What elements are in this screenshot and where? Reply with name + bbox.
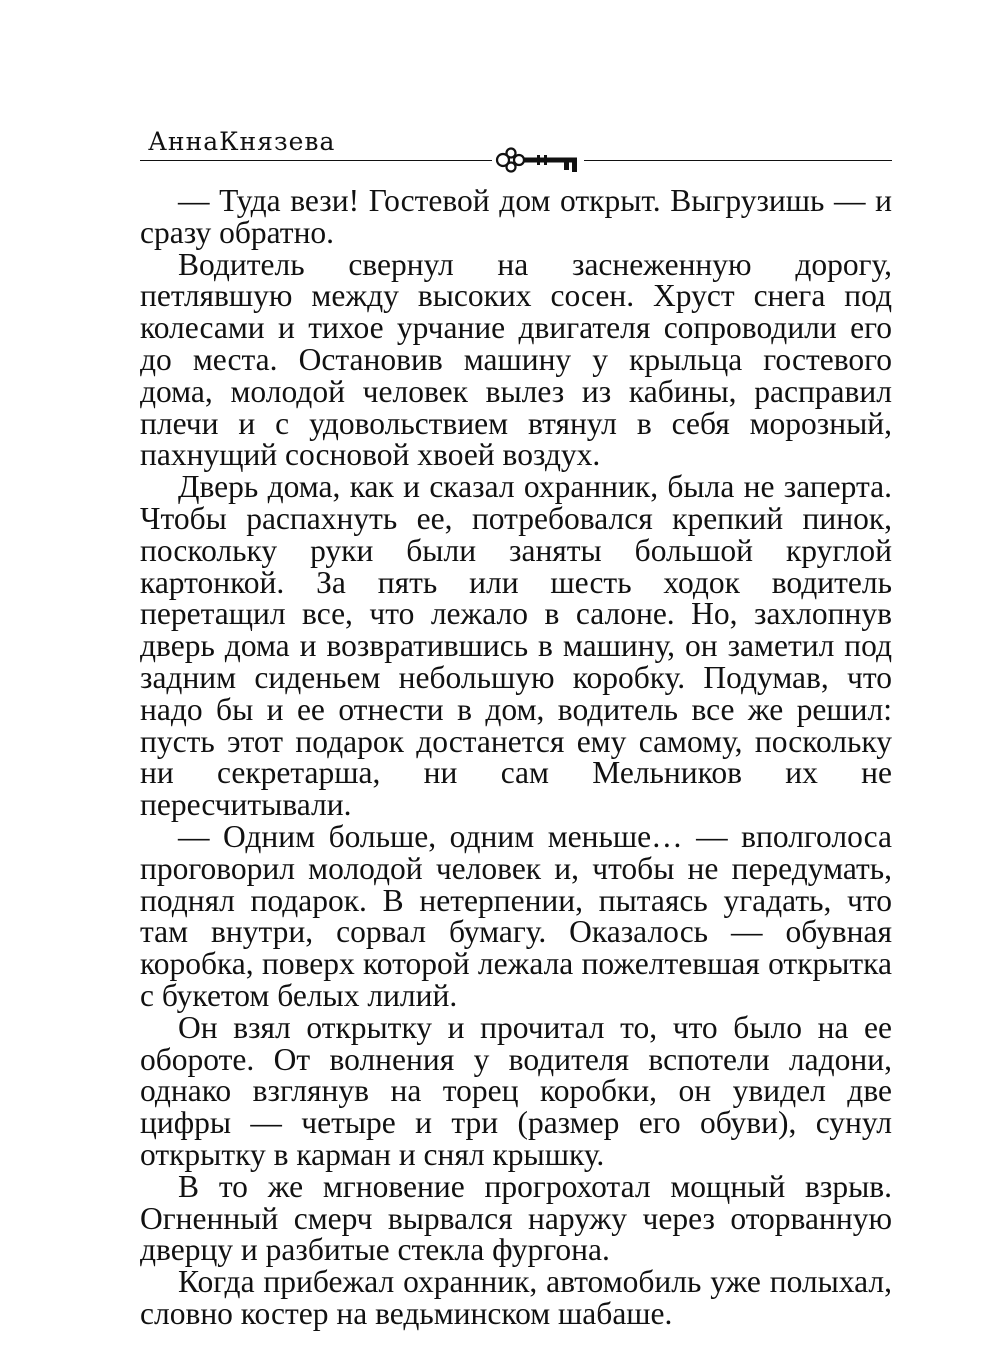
- paragraph: Когда прибежал охранник, автомобиль уже полыхал, словно костер на ведьминском шабаше.: [140, 1264, 892, 1331]
- paragraph: — Одним больше, одним меньше… — вполголоса проговорил молодой человек и, чтобы не передумать, поднял подарок. В нетерпении, пытаясь угадать, что там внутри, сорвал бумагу. Оказалось — обувная коробка, поверх которой лежала пожелтевшая открытка с букетом белых лилий.: [140, 818, 892, 1013]
- paragraph: Водитель свернул на заснеженную дорогу, петлявшую между высоких сосен. Хруст снега под колесами и тихое урчание двигателя сопроводили его до места. Остановив машину у крыльца гостевого дома, молодой человек вылез из кабины, расправил плечи и с удовольствием втянул в себя морозный, пахнущий сосновой хвоей воздух.: [140, 246, 892, 473]
- running-header: [0, 0, 1000, 170]
- paragraph: Он взял открытку и прочитал то, что было на ее обороте. От волнения у водителя вспотели ладони, однако взглянув на торец коробки, он увидел две цифры — четыре и три (размер его обуви), сунул открытку в карман и снял крышку.: [140, 1009, 892, 1172]
- key-icon: [492, 145, 584, 175]
- body-text: [140, 185, 892, 1330]
- paragraph: В то же мгновение прогрохотал мощный взрыв. Огненный смерч вырвался наружу через оторванную дверцу и разбитые стекла фургона.: [140, 1168, 892, 1268]
- paragraph: Дверь дома, как и сказал охранник, была не заперта. Чтобы распахнуть ее, потребовался крепкий пинок, поскольку руки были заняты большой круглой картонкой. За пять или шесть ходок водитель перетащил все, что лежало в салоне. Но, захлопнув дверь дома и возвратившись в машину, он заметил под задним сиденьем небольшую коробку. Подумав, что надо бы и ее отнести в дом, водитель все же решил: пусть этот подарок достанется ему самому, поскольку ни секретарша, ни сам Мельников их не пересчитывали.: [140, 469, 892, 823]
- author-name: АннаКнязева: [148, 127, 336, 156]
- paragraph: — Туда вези! Гостевой дом открыт. Выгрузишь — и сразу обратно.: [140, 183, 892, 250]
